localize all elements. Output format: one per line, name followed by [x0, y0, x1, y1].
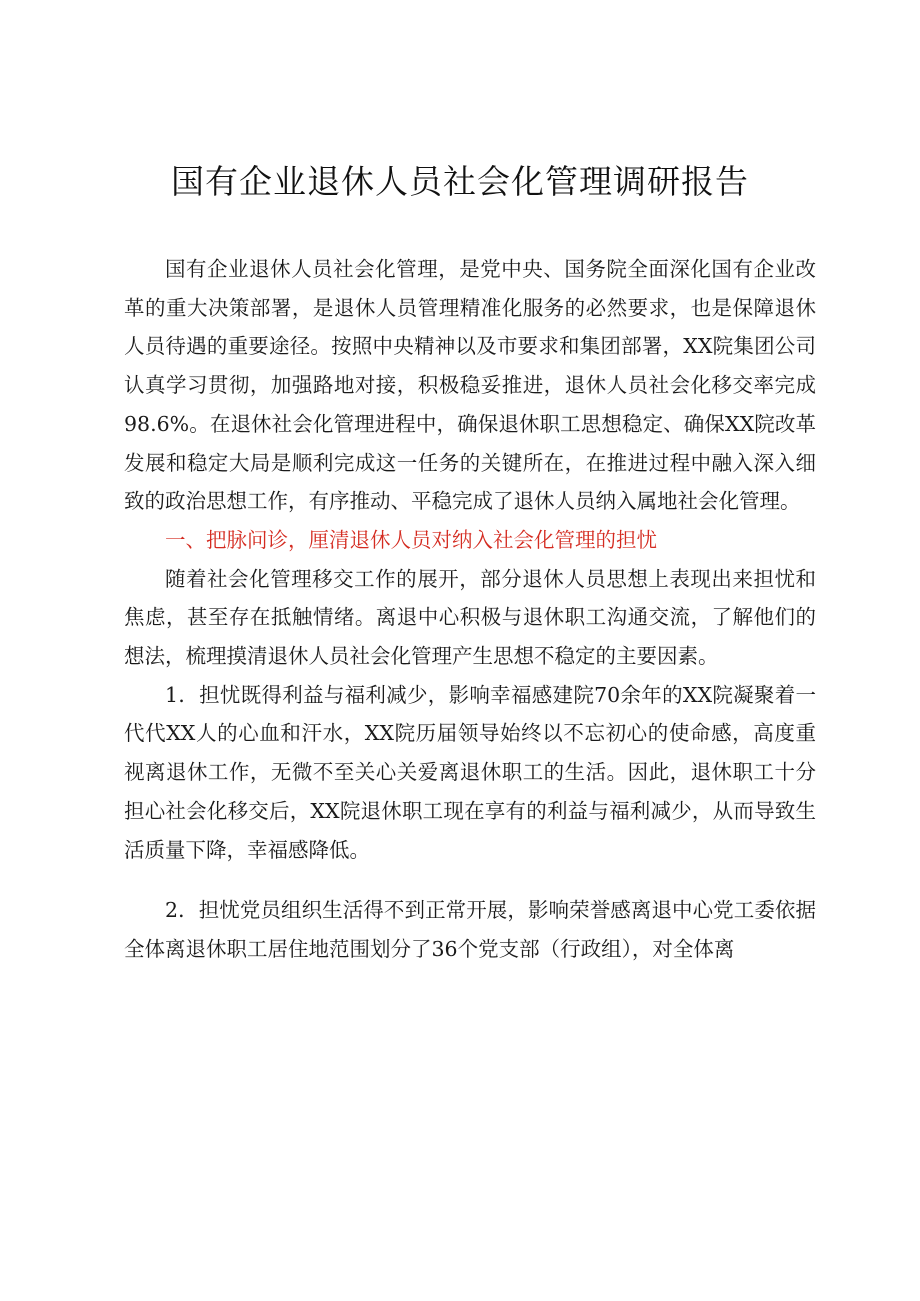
section-intro-paragraph: 随着社会化管理移交工作的展开，部分退休人员思想上表现出来担忧和焦虑，甚至存在抵触情绪。离退中心积极与退休职工沟通交流，了解他们的想法，梳理摸清退休人员社会化管理产生思想不稳定的主要因素。 [124, 566, 816, 669]
document-body [124, 250, 816, 969]
item-2-paragraph: 2．担忧党员组织生活得不到正常开展，影响荣誉感离退中心党工委依据全体离退休职工居住地范围划分了36个党支部（行政组），对全体离 [124, 898, 816, 961]
section-heading: 一、把脉问诊，厘清退休人员对纳入社会化管理的担忧 [165, 527, 657, 552]
intro-paragraph: 国有企业退休人员社会化管理，是党中央、国务院全面深化国有企业改革的重大决策部署，是退休人员管理精准化服务的必然要求，也是保障退休人员待遇的重要途径。按照中央精神以及市要求和集团部署，XX院集团公司认真学习贯彻，加强路地对接，积极稳妥推进，退休人员社会化移交率完成98.6%。在退休社会化管理进程中，确保退休职工思想稳定、确保XX院改革发展和稳定大局是顺利完成这一任务的关键所在，在推进过程中融入深入细致的政治思想工作，有序推动、平稳完成了退休人员纳入属地社会化管理。 [124, 257, 816, 514]
item-1-paragraph: 1．担忧既得利益与福利减少，影响幸福感建院70余年的XX院凝聚着一代代XX人的心血和汗水，XX院历届领导始终以不忘初心的使命感，高度重视离退休工作，无微不至关心关爱离退休职工的生活。因此，退休职工十分担心社会化移交后，XX院退休职工现在享有的利益与福利减少，从而导致生活质量下降，幸福感降低。 [124, 682, 816, 862]
document-title: 国有企业退休人员社会化管理调研报告 [171, 162, 749, 201]
